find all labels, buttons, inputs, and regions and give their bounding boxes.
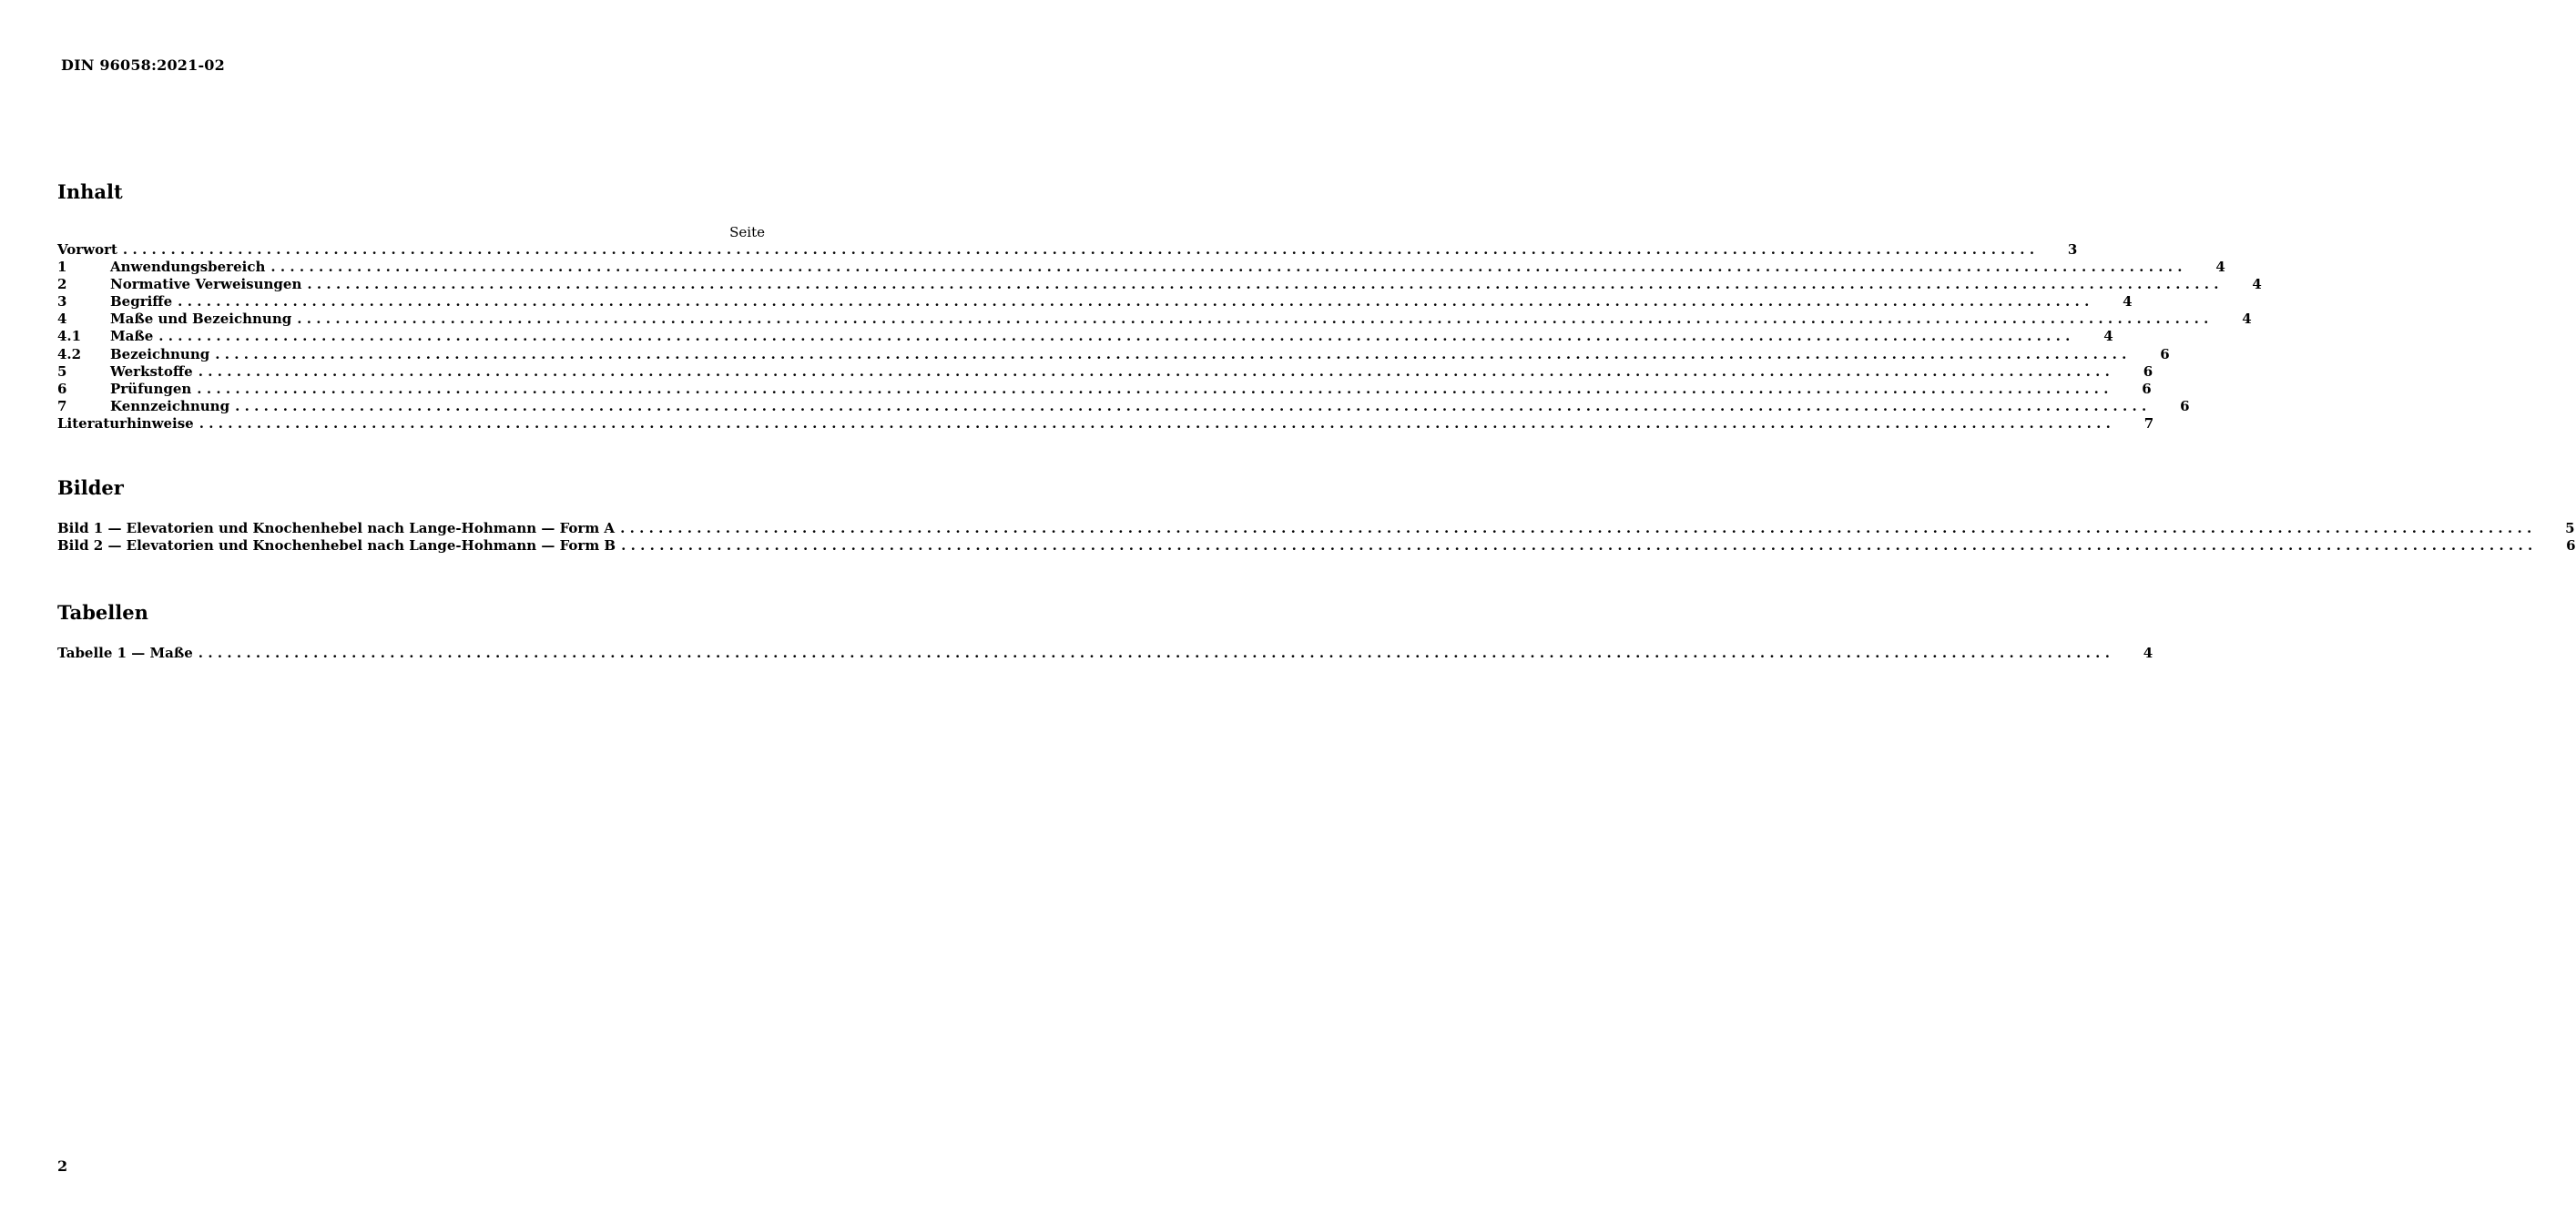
toc-leader-dots: ........................................................................................................................................................................................................ [198,645,2115,661]
toc-entry-title: Werkstoffe [110,362,193,380]
toc-entry-normative-verweisungen[interactable] [57,276,2262,293]
table-entry-page: 4 [2143,645,2153,661]
tables-list [57,645,2153,662]
toc-entry-title: Kennzeichnung [110,397,230,414]
toc-entry-title: Maße [110,328,154,345]
toc-leader-dots: ........................................................................................................................................................................................................ [620,520,2537,536]
toc-entry-literaturhinweise[interactable] [57,414,2154,433]
toc-entry-title: Normative Verweisungen [110,276,302,293]
toc-leader-dots: ........................................................................................................................................................................................................ [621,537,2538,555]
toc-entry-title: Literaturhinweise [57,414,194,432]
toc-leader-dots: ........................................................................................................................................................................................................ [158,328,2075,345]
toc-entry-number: 6 [57,380,67,397]
figure-entry[interactable] [57,537,2576,555]
toc-entry-page: 6 [2180,397,2190,414]
toc-leader-dots: ........................................................................................................................................................................................................ [270,259,2187,276]
toc-entry-anwendungsbereich[interactable] [57,259,2225,276]
toc-entry-page: 6 [2142,380,2152,397]
toc-entry-page: 6 [2143,362,2153,380]
figures-list [57,520,2576,555]
toc-entry-vorwort[interactable] [57,241,2078,259]
toc-entry-title: Begriffe [110,293,173,311]
toc-entry-number: 1 [57,259,67,276]
table-entry-title: Tabelle 1 — Maße [57,645,193,661]
toc-entry-bezeichnung[interactable] [57,345,2170,363]
toc-leader-dots: ........................................................................................................................................................................................................ [199,414,2116,432]
toc-leader-dots: ........................................................................................................................................................................................................ [307,276,2224,293]
figure-entry-page: 6 [2566,537,2576,555]
toc-entry-masse[interactable] [57,328,2113,345]
toc-entry-title: Prüfungen [110,380,192,397]
toc-entry-page: 4 [2103,328,2113,345]
toc-entry-number: 4.2 [57,345,82,362]
toc-leader-dots: ........................................................................................................................................................................................................ [122,241,2040,258]
figure-entry[interactable] [57,520,2575,537]
toc-entry-page: 4 [2242,311,2252,328]
toc-entry-title: Vorwort [57,241,117,258]
toc-entry-kennzeichnung[interactable] [57,397,2190,415]
toc-entry-number: 3 [57,293,67,311]
toc-entry-page: 4 [2123,293,2133,311]
toc-entry-page: 4 [2252,276,2262,293]
toc-entry-page: 3 [2067,241,2078,258]
toc-leader-dots: ........................................................................................................................................................................................................ [297,311,2214,328]
toc-leader-dots: ........................................................................................................................................................................................................ [215,345,2132,362]
page-number: 2 [57,1157,68,1175]
toc-entry-number: 4.1 [57,328,82,345]
toc-entry-page: 6 [2160,345,2170,362]
toc-leader-dots: ........................................................................................................................................................................................................ [178,293,2094,311]
toc-entry-masse-und-bezeichnung[interactable] [57,311,2252,328]
figure-entry-page: 5 [2565,520,2575,536]
contents-list [57,241,2262,433]
toc-entry-number: 4 [57,311,67,328]
tables-heading: Tabellen [57,601,148,624]
figure-entry-title: Bild 2 — Elevatorien und Knochenhebel nach Lange-Hohmann — Form B [57,537,616,555]
table-entry[interactable] [57,645,2153,662]
figures-heading: Bilder [57,476,124,499]
toc-entry-title: Maße und Bezeichnung [110,311,292,328]
contents-heading: Inhalt [57,180,123,203]
toc-entry-page: 4 [2215,259,2225,276]
page-column-label: Seite [729,224,765,240]
toc-entry-title: Anwendungsbereich [110,259,266,276]
toc-entry-title: Bezeichnung [110,345,210,362]
toc-leader-dots: ........................................................................................................................................................................................................ [198,362,2115,380]
toc-entry-number: 2 [57,276,67,293]
figure-entry-title: Bild 1 — Elevatorien und Knochenhebel nach Lange-Hohmann — Form A [57,520,616,536]
toc-entry-number: 7 [57,397,67,414]
toc-entry-page: 7 [2143,414,2154,432]
document-id: DIN 96058:2021-02 [61,56,225,74]
toc-entry-werkstoffe[interactable] [57,362,2153,381]
toc-leader-dots: ........................................................................................................................................................................................................ [235,397,2152,414]
toc-leader-dots: ........................................................................................................................................................................................................ [197,380,2113,397]
toc-entry-pruefungen[interactable] [57,380,2152,398]
toc-entry-number: 5 [57,362,67,380]
toc-entry-begriffe[interactable] [57,293,2133,311]
